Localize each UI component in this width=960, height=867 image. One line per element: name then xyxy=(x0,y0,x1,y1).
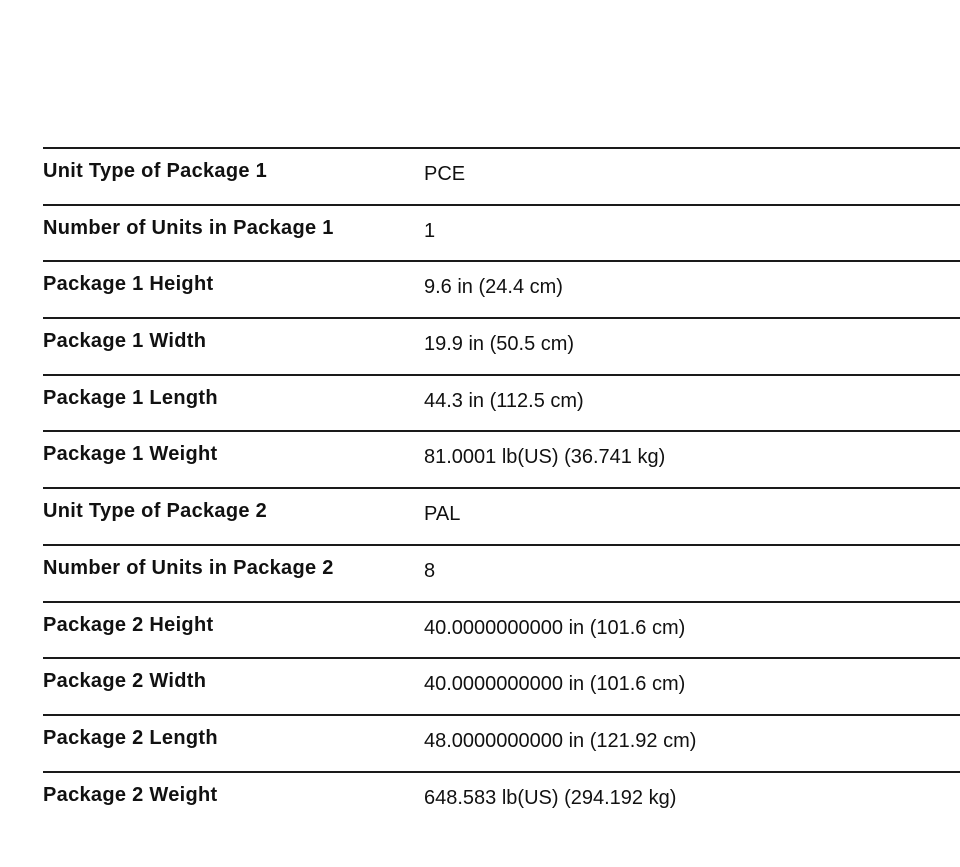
spec-row-package-2-height xyxy=(43,601,960,658)
spec-row-unit-type-package-2 xyxy=(43,487,960,544)
spec-value: PAL xyxy=(424,503,461,526)
spec-value: 44.3 in (112.5 cm) xyxy=(424,389,584,412)
spec-label: Package 1 Height xyxy=(43,273,214,296)
spec-label: Package 2 Length xyxy=(43,726,218,749)
spec-value: 648.583 lb(US) (294.192 kg) xyxy=(424,786,677,809)
spec-label: Package 1 Length xyxy=(43,386,218,409)
spec-value: 8 xyxy=(424,559,436,582)
spec-value: 40.0000000000 in (101.6 cm) xyxy=(424,673,686,696)
spec-label: Package 2 Weight xyxy=(43,783,218,806)
spec-label: Unit Type of Package 2 xyxy=(43,500,268,523)
spec-row-units-in-package-1 xyxy=(43,204,960,261)
spec-label: Unit Type of Package 1 xyxy=(43,160,268,182)
spec-row-package-1-height xyxy=(43,260,960,317)
spec-row-package-1-width xyxy=(43,317,960,374)
spec-label: Number of Units in Package 1 xyxy=(43,216,334,239)
spec-value: 19.9 in (50.5 cm) xyxy=(424,333,575,356)
spec-value: 81.0001 lb(US) (36.741 kg) xyxy=(424,446,666,469)
spec-value: PCE xyxy=(424,163,466,185)
spec-label: Number of Units in Package 2 xyxy=(43,556,334,579)
spec-value: 1 xyxy=(424,219,436,242)
spec-label: Package 2 Height xyxy=(43,613,214,636)
spec-label: Package 1 Width xyxy=(43,330,207,353)
spec-label: Package 2 Width xyxy=(43,670,207,693)
package-spec-table xyxy=(43,147,960,827)
spec-row-package-2-width xyxy=(43,657,960,714)
spec-value: 48.0000000000 in (121.92 cm) xyxy=(424,729,697,752)
spec-row-unit-type-package-1 xyxy=(43,147,960,204)
spec-label: Package 1 Weight xyxy=(43,443,218,466)
spec-value: 40.0000000000 in (101.6 cm) xyxy=(424,616,686,639)
spec-row-package-1-weight xyxy=(43,430,960,487)
spec-row-package-1-length xyxy=(43,374,960,431)
spec-value: 9.6 in (24.4 cm) xyxy=(424,276,563,299)
spec-row-package-2-weight xyxy=(43,771,960,828)
spec-row-units-in-package-2 xyxy=(43,544,960,601)
spec-row-package-2-length xyxy=(43,714,960,771)
